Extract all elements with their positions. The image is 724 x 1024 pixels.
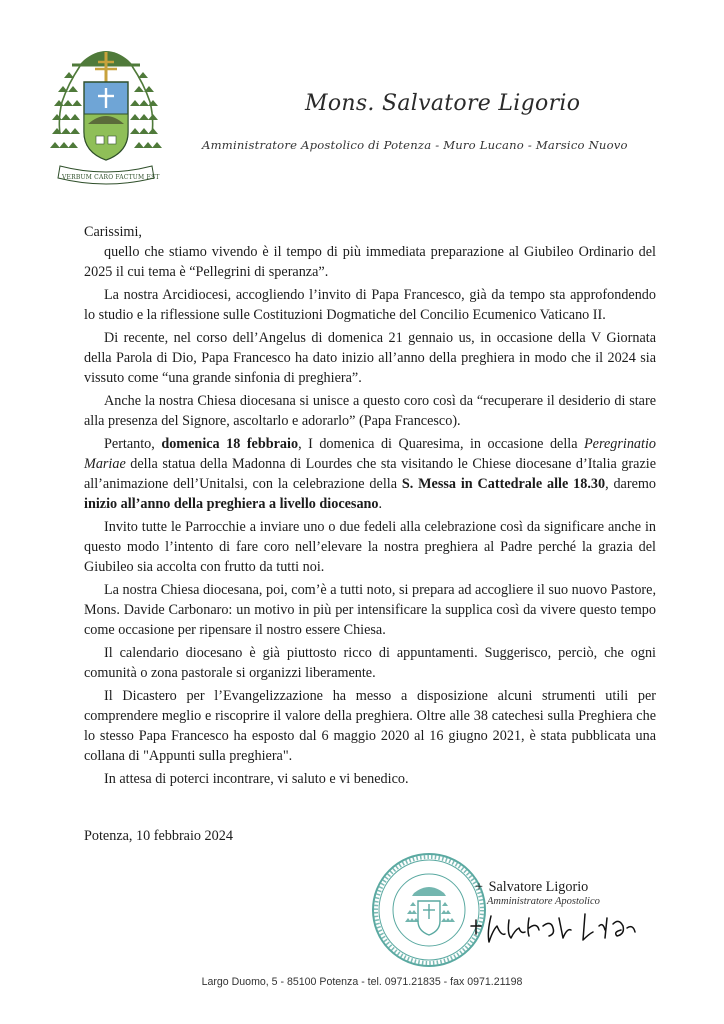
- p5-text-4: , daremo: [605, 476, 657, 492]
- cross-symbol: +: [475, 879, 484, 895]
- signatory-role: Amministratore Apostolico: [487, 896, 600, 907]
- p5-text-1: Pertanto,: [104, 436, 162, 452]
- sender-role: Amministratore Apostolico di Potenza - Muro Lucano - Marsico Nuovo: [202, 138, 628, 152]
- coat-of-arms-icon: [50, 38, 162, 188]
- p5-text-3: della statua della Madonna di Lourdes che sta visitando le Chiese diocesane d’Italia grazie all’animazione dell’Unitalsi, con la celebrazione della: [84, 456, 656, 492]
- paragraph-7: La nostra Chiesa diocesana, poi, com’è a tutti noto, si prepara ad accogliere il suo nuovo Pastore, Mons. Davide Carbonaro: un motivo in più per intensificare la supplica così da vivere questo tempo come occasione per ripensare il nostro essere Chiesa.: [84, 582, 656, 638]
- signatory-name-text: Salvatore Ligorio: [488, 879, 589, 895]
- place-date: Potenza, 10 febbraio 2024: [84, 828, 233, 844]
- p5-text-5: .: [378, 496, 383, 512]
- paragraph-2: La nostra Arcidiocesi, accogliendo l’invito di Papa Francesco, già da tempo sta approfondendo lo studio e la riflessione sulle Costituzioni Dogmatiche del Concilio Ecumenico Vaticano II.: [84, 287, 656, 323]
- paragraph-8: Il calendario diocesano è già piuttosto ricco di appuntamenti. Suggerisco, perciò, che ogni comunità o zona pastorale si organizzi liberamente.: [84, 645, 656, 681]
- paragraph-5: [84, 434, 656, 514]
- paragraph-4: Anche la nostra Chiesa diocesana si unisce a questo coro così da “recuperare il desiderio di stare alla presenza del Signore, ascoltarlo e adorarlo” (Papa Francesco).: [84, 393, 656, 429]
- greeting: Carissimi,: [84, 224, 142, 240]
- paragraph-1: quello che stiamo vivendo è il tempo di più immediata preparazione al Giubileo Ordinario del 2025 il cui tema è “Pellegrini di speranza”.: [84, 244, 656, 280]
- p5-peregrinatio: Peregrinatio Mariae: [84, 436, 656, 472]
- signatory-name: [475, 877, 588, 897]
- paragraph-6: Invito tutte le Parrocchie a inviare uno o due fedeli alla celebrazione così da significare anche in questo modo l’intento di fare coro nell’elevare la nostra preghiera al Padre perché la grazia del Giubileo sia accolta con frutto da tutti noi.: [84, 519, 656, 575]
- p5-date-bold: domenica 18 febbraio: [161, 436, 299, 452]
- footer-address: Largo Duomo, 5 - 85100 Potenza - tel. 0971.21835 - fax 0971.21198: [201, 976, 523, 988]
- sender-name: Mons. Salvatore Ligorio: [305, 91, 581, 116]
- paragraph-10: In attesa di poterci incontrare, vi saluto e vi benedico.: [104, 771, 409, 787]
- p5-year-bold: inizio all’anno della preghiera a livello diocesano: [84, 496, 379, 512]
- letter-body: [84, 222, 656, 789]
- p5-text-2: , I domenica di Quaresima, in occasione della: [298, 436, 585, 452]
- paragraph-9: Il Dicastero per l’Evangelizzazione ha messo a disposizione alcuni strumenti utili per comprendere meglio e riscoprire il valore della preghiera. Oltre alle 38 catechesi sulla Preghiera che lo stesso Papa Francesco ha esposto dal 6 maggio 2020 al 16 giugno 2021, è stata pubblicata una collana di "Appunti sulla preghiera".: [84, 688, 656, 764]
- coat-of-arms-motto: VERBUM CARO FACTUM EST: [62, 174, 160, 181]
- p5-mass-bold: S. Messa in Cattedrale alle 18.30: [401, 476, 606, 492]
- paragraph-3: Di recente, nel corso dell’Angelus di domenica 21 gennaio us, in occasione della V Giornata della Parola di Dio, Papa Francesco ha dato inizio all’anno della preghiera in modo che il 2024 sia vissuto come “una grande sinfonia di preghiera”.: [84, 330, 656, 386]
- handwritten-signature-icon: [467, 908, 639, 946]
